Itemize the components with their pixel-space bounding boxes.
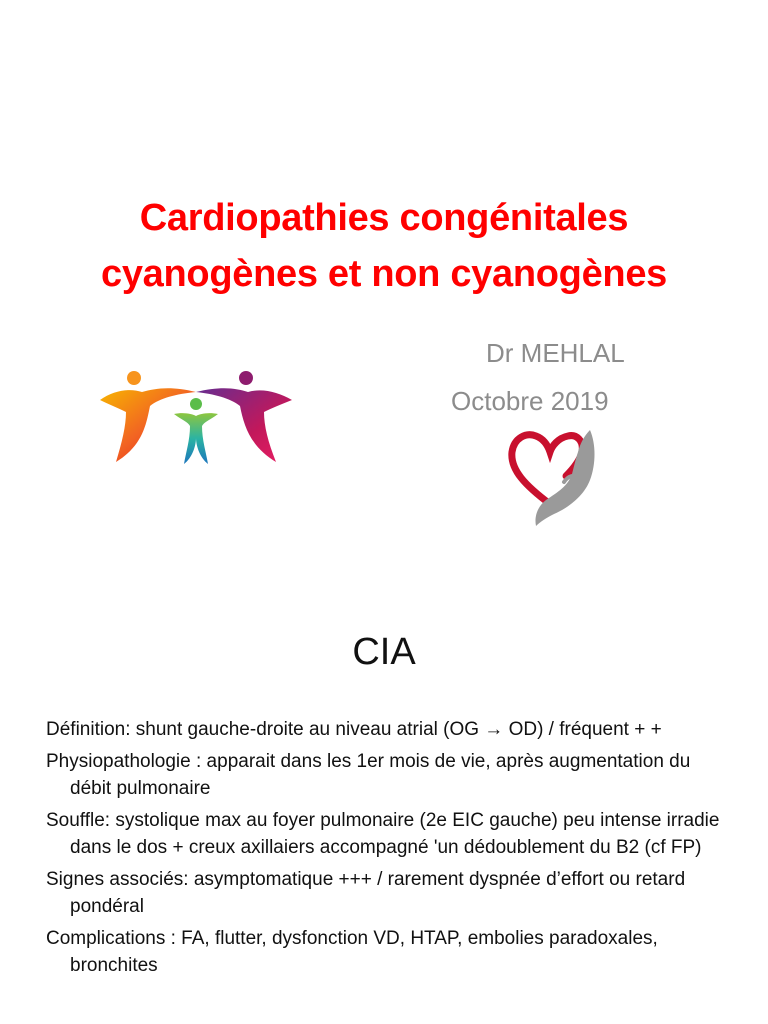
author-name: Dr MEHLAL <box>486 338 625 368</box>
list-item: Signes associés: asymptomatique +++ / rarement dyspnée d’effort ou retard pondéral <box>46 869 686 917</box>
heart-in-hand-icon <box>506 424 602 528</box>
slide-heading: CIA <box>352 631 416 673</box>
presentation-date: Octobre 2019 <box>451 386 609 416</box>
cia-slide <box>0 576 768 1024</box>
list-item: Souffle: systolique max au foyer pulmonaire (2e EIC gauche) peu intense irradie dans le dos + creux axillaiers accompagné 'un dédoublement du B2 (cf FP) <box>46 810 720 858</box>
list-item: Définition: shunt gauche-droite au niveau atrial (OG → OD) / fréquent + + <box>46 719 662 740</box>
list-item: Physiopathologie : apparait dans les 1er mois de vie, après augmentation du débit pulmonaire <box>46 751 691 799</box>
list-item: Complications : FA, flutter, dysfonction VD, HTAP, embolies paradoxales, bronchites <box>46 928 658 976</box>
bullet-list <box>46 716 736 984</box>
presentation-title <box>0 190 768 302</box>
family-figures-logo <box>96 366 296 470</box>
title-line-2: cyanogènes et non cyanogènes <box>101 253 667 295</box>
title-line-1: Cardiopathies congénitales <box>139 197 629 239</box>
